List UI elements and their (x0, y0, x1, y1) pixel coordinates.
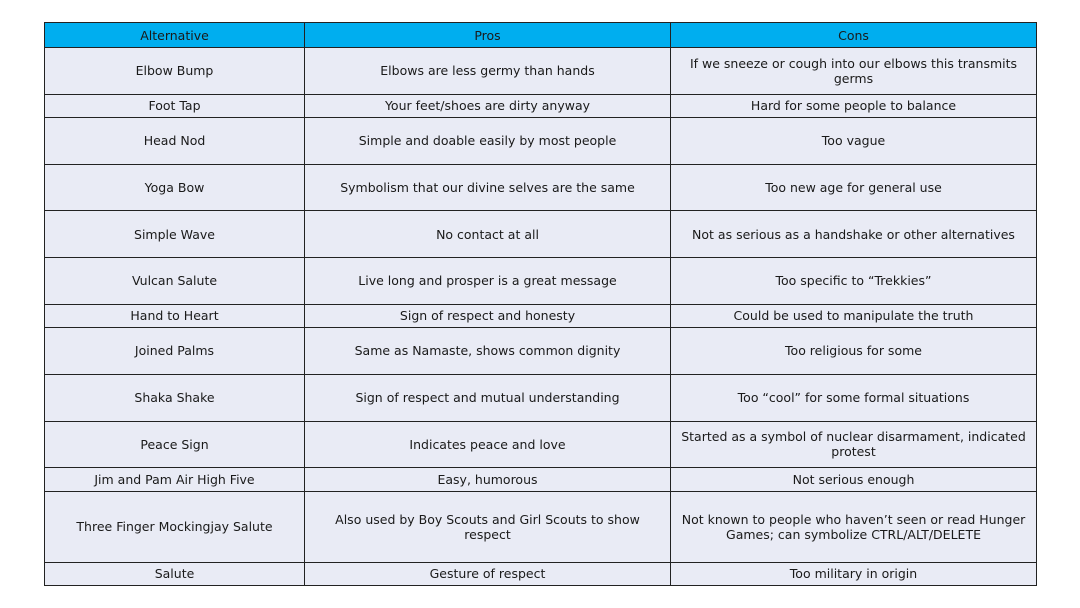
cell-cons: Started as a symbol of nuclear disarmament, indicated protest (671, 421, 1037, 468)
cell-pros: Your feet/shoes are dirty anyway (305, 94, 671, 117)
table-row (45, 562, 1037, 585)
table-row (45, 468, 1037, 491)
table-row (45, 491, 1037, 562)
cell-cons: Too vague (671, 118, 1037, 165)
cell-alternative: Jim and Pam Air High Five (45, 468, 305, 491)
table-row (45, 328, 1037, 375)
cell-cons: Not as serious as a handshake or other alternatives (671, 211, 1037, 258)
table-header (45, 23, 1037, 48)
cell-pros: Symbolism that our divine selves are the same (305, 164, 671, 211)
header-row (45, 23, 1037, 48)
cell-cons: Too specific to “Trekkies” (671, 258, 1037, 305)
cell-pros: Sign of respect and honesty (305, 304, 671, 327)
cell-pros: No contact at all (305, 211, 671, 258)
table-row (45, 118, 1037, 165)
table-row (45, 211, 1037, 258)
cell-pros: Same as Namaste, shows common dignity (305, 328, 671, 375)
cell-cons: Not known to people who haven’t seen or read Hunger Games; can symbolize CTRL/ALT/DELETE (671, 491, 1037, 562)
cell-pros: Elbows are less germy than hands (305, 48, 671, 95)
cell-alternative: Three Finger Mockingjay Salute (45, 491, 305, 562)
cell-alternative: Foot Tap (45, 94, 305, 117)
cell-alternative: Elbow Bump (45, 48, 305, 95)
cell-pros: Indicates peace and love (305, 421, 671, 468)
cell-alternative: Salute (45, 562, 305, 585)
cell-alternative: Vulcan Salute (45, 258, 305, 305)
table-body (45, 48, 1037, 586)
cell-cons: Too religious for some (671, 328, 1037, 375)
cell-cons: Too “cool” for some formal situations (671, 374, 1037, 421)
cell-alternative: Hand to Heart (45, 304, 305, 327)
table-row (45, 421, 1037, 468)
table-row (45, 304, 1037, 327)
header-pros: Pros (305, 23, 671, 48)
table-row (45, 374, 1037, 421)
table-row (45, 164, 1037, 211)
table-row (45, 94, 1037, 117)
cell-alternative: Peace Sign (45, 421, 305, 468)
comparison-table (44, 22, 1037, 586)
cell-pros: Live long and prosper is a great message (305, 258, 671, 305)
cell-cons: Not serious enough (671, 468, 1037, 491)
cell-pros: Easy, humorous (305, 468, 671, 491)
cell-cons: Could be used to manipulate the truth (671, 304, 1037, 327)
table-row (45, 258, 1037, 305)
cell-alternative: Simple Wave (45, 211, 305, 258)
cell-cons: Too new age for general use (671, 164, 1037, 211)
cell-cons: Too military in origin (671, 562, 1037, 585)
cell-pros: Also used by Boy Scouts and Girl Scouts to show respect (305, 491, 671, 562)
cell-cons: If we sneeze or cough into our elbows this transmits germs (671, 48, 1037, 95)
cell-alternative: Yoga Bow (45, 164, 305, 211)
cell-pros: Simple and doable easily by most people (305, 118, 671, 165)
header-cons: Cons (671, 23, 1037, 48)
cell-alternative: Shaka Shake (45, 374, 305, 421)
cell-alternative: Joined Palms (45, 328, 305, 375)
cell-pros: Gesture of respect (305, 562, 671, 585)
cell-cons: Hard for some people to balance (671, 94, 1037, 117)
table-row (45, 48, 1037, 95)
cell-pros: Sign of respect and mutual understanding (305, 374, 671, 421)
header-alternative: Alternative (45, 23, 305, 48)
cell-alternative: Head Nod (45, 118, 305, 165)
